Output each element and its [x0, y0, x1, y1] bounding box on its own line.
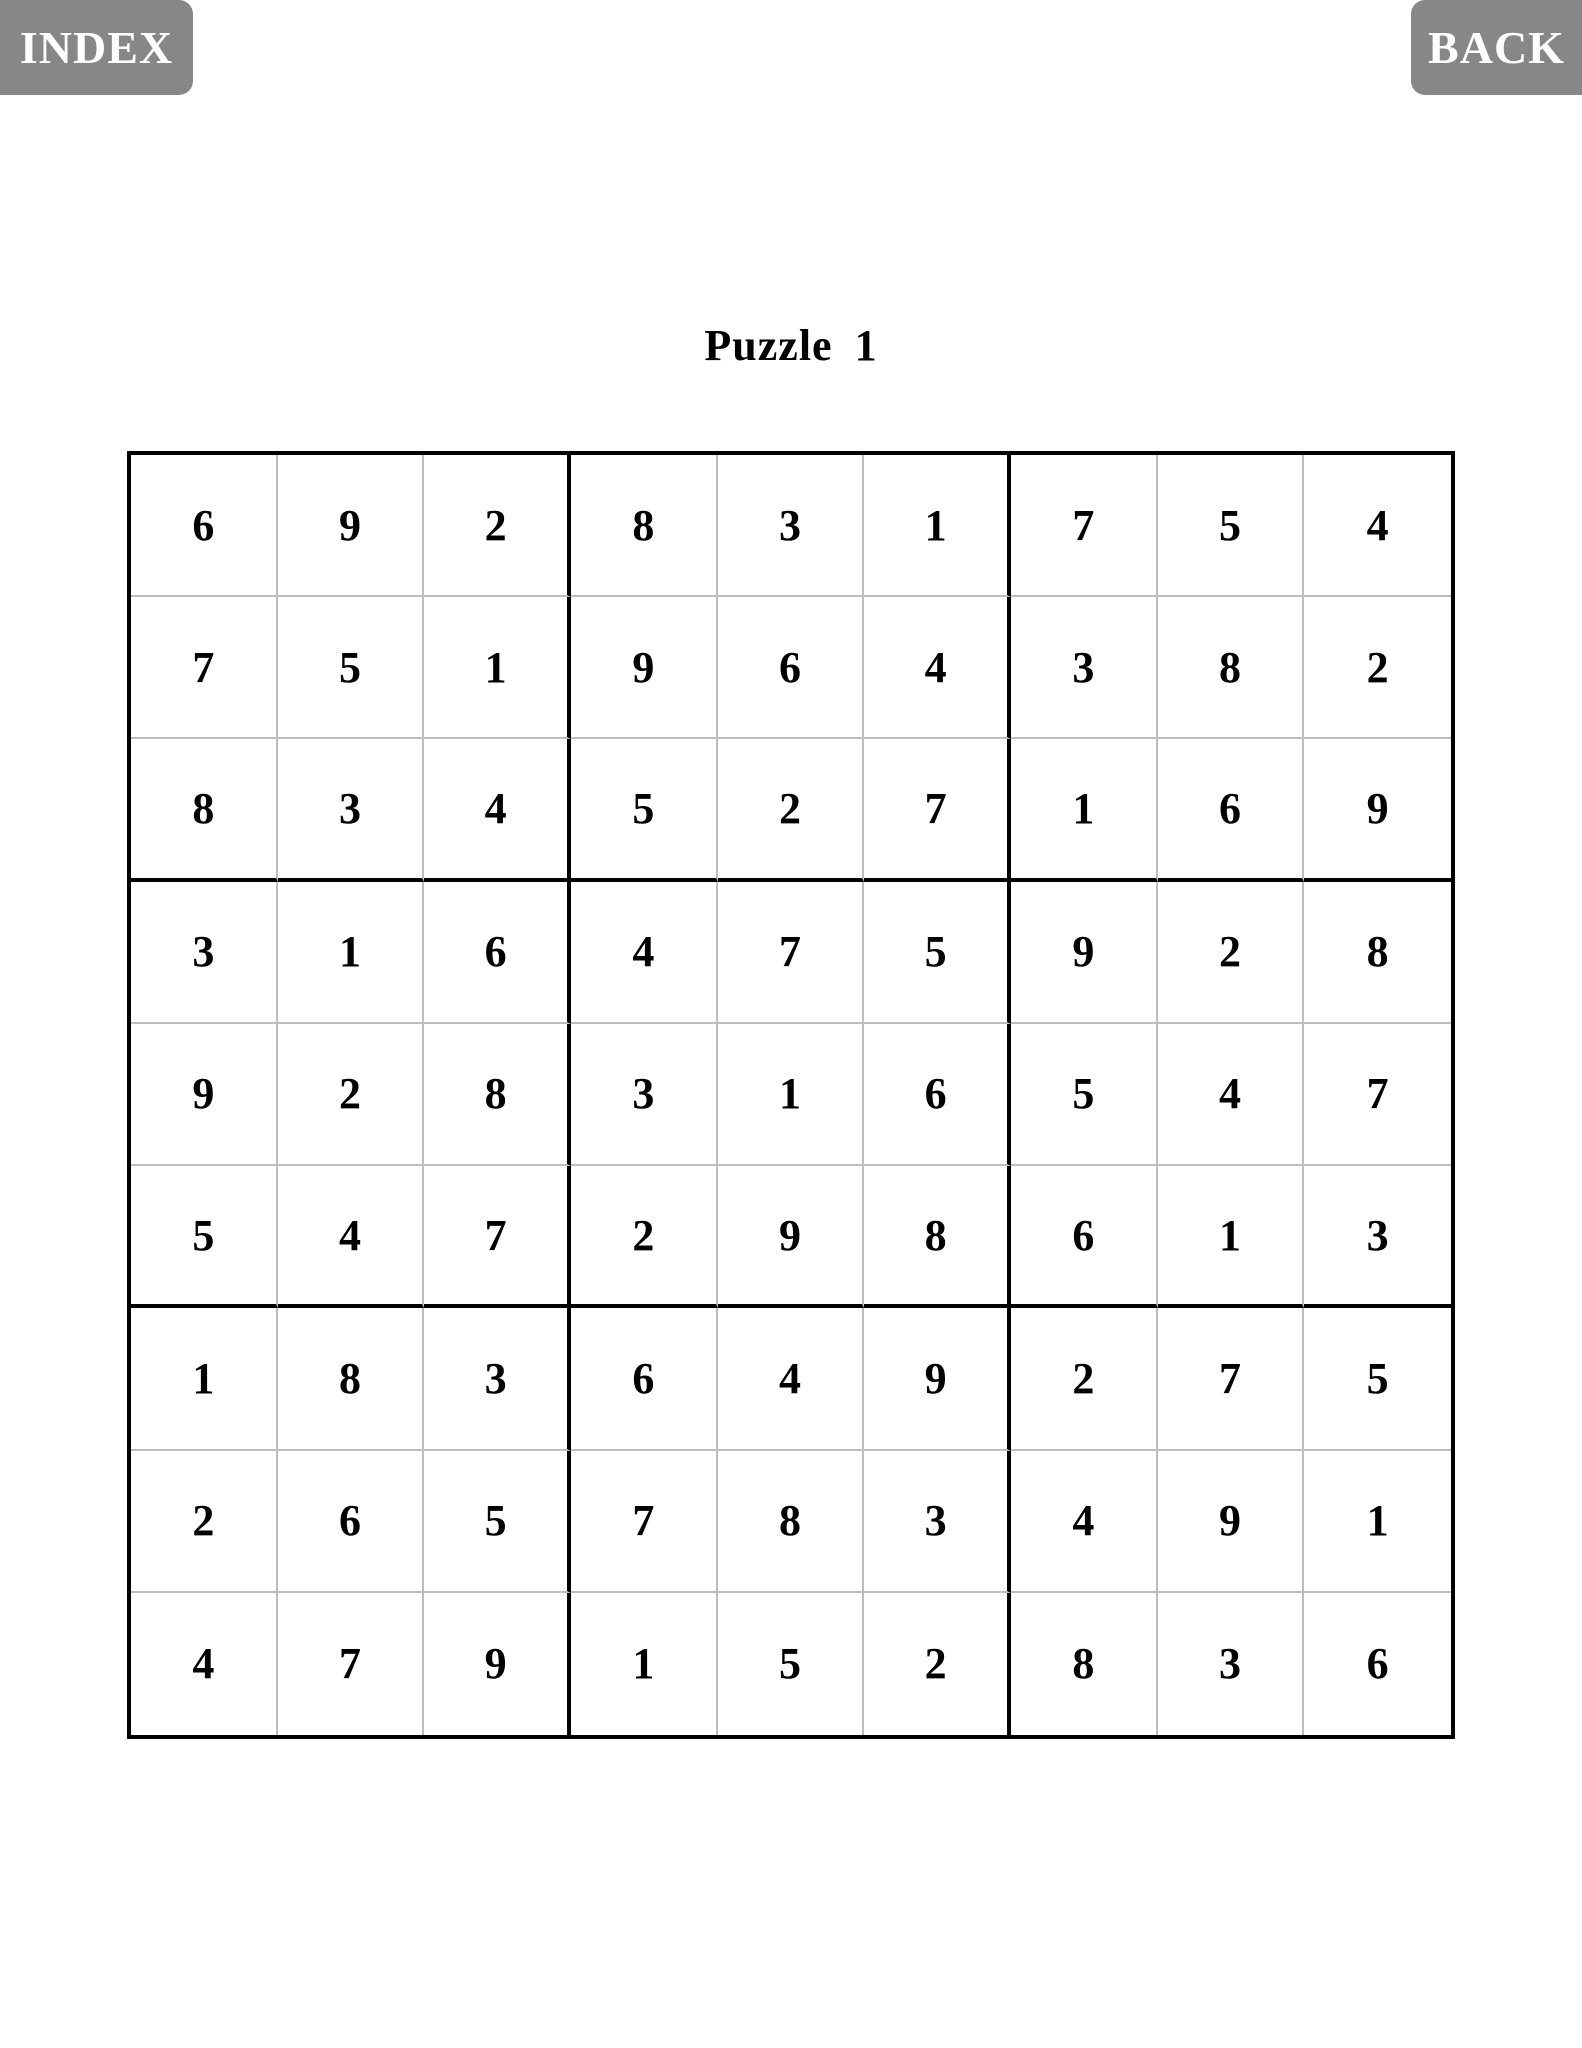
back-button[interactable]: BACK [1411, 0, 1582, 95]
sudoku-cell[interactable]: 5 [424, 1451, 571, 1593]
sudoku-cell[interactable]: 2 [1158, 882, 1305, 1024]
sudoku-cell[interactable]: 8 [1304, 882, 1451, 1024]
sudoku-cell[interactable]: 3 [131, 882, 278, 1024]
sudoku-cell[interactable]: 3 [1158, 1593, 1305, 1735]
sudoku-cell[interactable]: 9 [131, 1024, 278, 1166]
sudoku-cell[interactable]: 2 [1304, 597, 1451, 739]
sudoku-cell[interactable]: 8 [864, 1166, 1011, 1308]
sudoku-cell[interactable]: 1 [1011, 739, 1158, 881]
sudoku-cell[interactable]: 7 [1158, 1308, 1305, 1450]
sudoku-cell[interactable]: 4 [131, 1593, 278, 1735]
sudoku-cell[interactable]: 3 [424, 1308, 571, 1450]
sudoku-cell[interactable]: 1 [718, 1024, 865, 1166]
sudoku-cell[interactable]: 3 [718, 455, 865, 597]
sudoku-cell[interactable]: 7 [424, 1166, 571, 1308]
sudoku-cell[interactable]: 7 [131, 597, 278, 739]
sudoku-cell[interactable]: 1 [1304, 1451, 1451, 1593]
sudoku-cell[interactable]: 5 [131, 1166, 278, 1308]
sudoku-cell[interactable]: 6 [1158, 739, 1305, 881]
sudoku-cell[interactable]: 4 [1011, 1451, 1158, 1593]
sudoku-cell[interactable]: 4 [718, 1308, 865, 1450]
sudoku-cell[interactable]: 6 [424, 882, 571, 1024]
sudoku-cell[interactable]: 5 [1158, 455, 1305, 597]
puzzle-title: Puzzle 1 [704, 321, 878, 370]
sudoku-cell[interactable]: 2 [278, 1024, 425, 1166]
sudoku-cell[interactable]: 1 [424, 597, 571, 739]
sudoku-cell[interactable]: 3 [1304, 1166, 1451, 1308]
sudoku-cell[interactable]: 8 [424, 1024, 571, 1166]
sudoku-cell[interactable]: 2 [1011, 1308, 1158, 1450]
sudoku-grid [127, 451, 1455, 1739]
sudoku-cell[interactable]: 1 [571, 1593, 718, 1735]
sudoku-cell[interactable]: 7 [278, 1593, 425, 1735]
sudoku-cell[interactable]: 9 [718, 1166, 865, 1308]
sudoku-cell[interactable]: 8 [278, 1308, 425, 1450]
sudoku-cell[interactable]: 4 [1304, 455, 1451, 597]
sudoku-cell[interactable]: 6 [1366, 1639, 1389, 1689]
sudoku-cell[interactable]: 9 [1304, 739, 1451, 881]
sudoku-cell[interactable]: 2 [718, 739, 865, 881]
sudoku-cell[interactable]: 5 [864, 882, 1011, 1024]
sudoku-cell[interactable]: 6 [1011, 1166, 1158, 1308]
sudoku-cell[interactable]: 3 [864, 1451, 1011, 1593]
sudoku-cell[interactable]: 3 [571, 1024, 718, 1166]
sudoku-cell[interactable]: 6 [131, 455, 278, 597]
sudoku-cell[interactable]: 1 [864, 455, 1011, 597]
sudoku-cell[interactable]: 6 [571, 1308, 718, 1450]
sudoku-cell[interactable]: 5 [1011, 1024, 1158, 1166]
sudoku-cell[interactable]: 3 [1011, 597, 1158, 739]
sudoku-cell[interactable]: 2 [864, 1593, 1011, 1735]
sudoku-cell[interactable]: 2 [571, 1166, 718, 1308]
sudoku-cell[interactable]: 9 [278, 455, 425, 597]
sudoku-cell[interactable]: 8 [1011, 1593, 1158, 1735]
sudoku-cell[interactable]: 8 [571, 455, 718, 597]
sudoku-cell[interactable]: 7 [1011, 455, 1158, 597]
sudoku-cell[interactable]: 1 [278, 882, 425, 1024]
sudoku-cell[interactable]: 7 [1304, 1024, 1451, 1166]
sudoku-cell[interactable]: 3 [278, 739, 425, 881]
sudoku-cell[interactable]: 6 [718, 597, 865, 739]
sudoku-cell[interactable]: 2 [131, 1451, 278, 1593]
sudoku-cell[interactable]: 8 [131, 739, 278, 881]
sudoku-cell[interactable]: 9 [1011, 882, 1158, 1024]
sudoku-cell[interactable]: 7 [864, 739, 1011, 881]
sudoku-cell[interactable]: 5 [571, 739, 718, 881]
sudoku-cell[interactable]: 1 [1158, 1166, 1305, 1308]
sudoku-cell[interactable]: 1 [131, 1308, 278, 1450]
sudoku-cell[interactable]: 6 [278, 1451, 425, 1593]
sudoku-cell[interactable]: 5 [718, 1593, 865, 1735]
sudoku-cell[interactable]: 7 [718, 882, 865, 1024]
sudoku-cell[interactable]: 8 [718, 1451, 865, 1593]
sudoku-cell[interactable]: 6 [864, 1024, 1011, 1166]
sudoku-cell[interactable]: 2 [424, 455, 571, 597]
sudoku-cell[interactable]: 9 [864, 1308, 1011, 1450]
sudoku-cell[interactable]: 4 [424, 739, 571, 881]
sudoku-cell[interactable]: 9 [424, 1593, 571, 1735]
sudoku-cell[interactable]: 4 [864, 597, 1011, 739]
sudoku-cell[interactable]: 5 [1304, 1308, 1451, 1450]
index-button[interactable]: INDEX [0, 0, 193, 95]
sudoku-cell[interactable]: 9 [571, 597, 718, 739]
sudoku-cell[interactable]: 7 [571, 1451, 718, 1593]
sudoku-cell[interactable]: 4 [278, 1166, 425, 1308]
sudoku-cell[interactable]: 9 [1158, 1451, 1305, 1593]
sudoku-cell[interactable]: 8 [1158, 597, 1305, 739]
sudoku-cell[interactable]: 4 [571, 882, 718, 1024]
sudoku-cell[interactable]: 5 [278, 597, 425, 739]
sudoku-cell[interactable]: 4 [1158, 1024, 1305, 1166]
